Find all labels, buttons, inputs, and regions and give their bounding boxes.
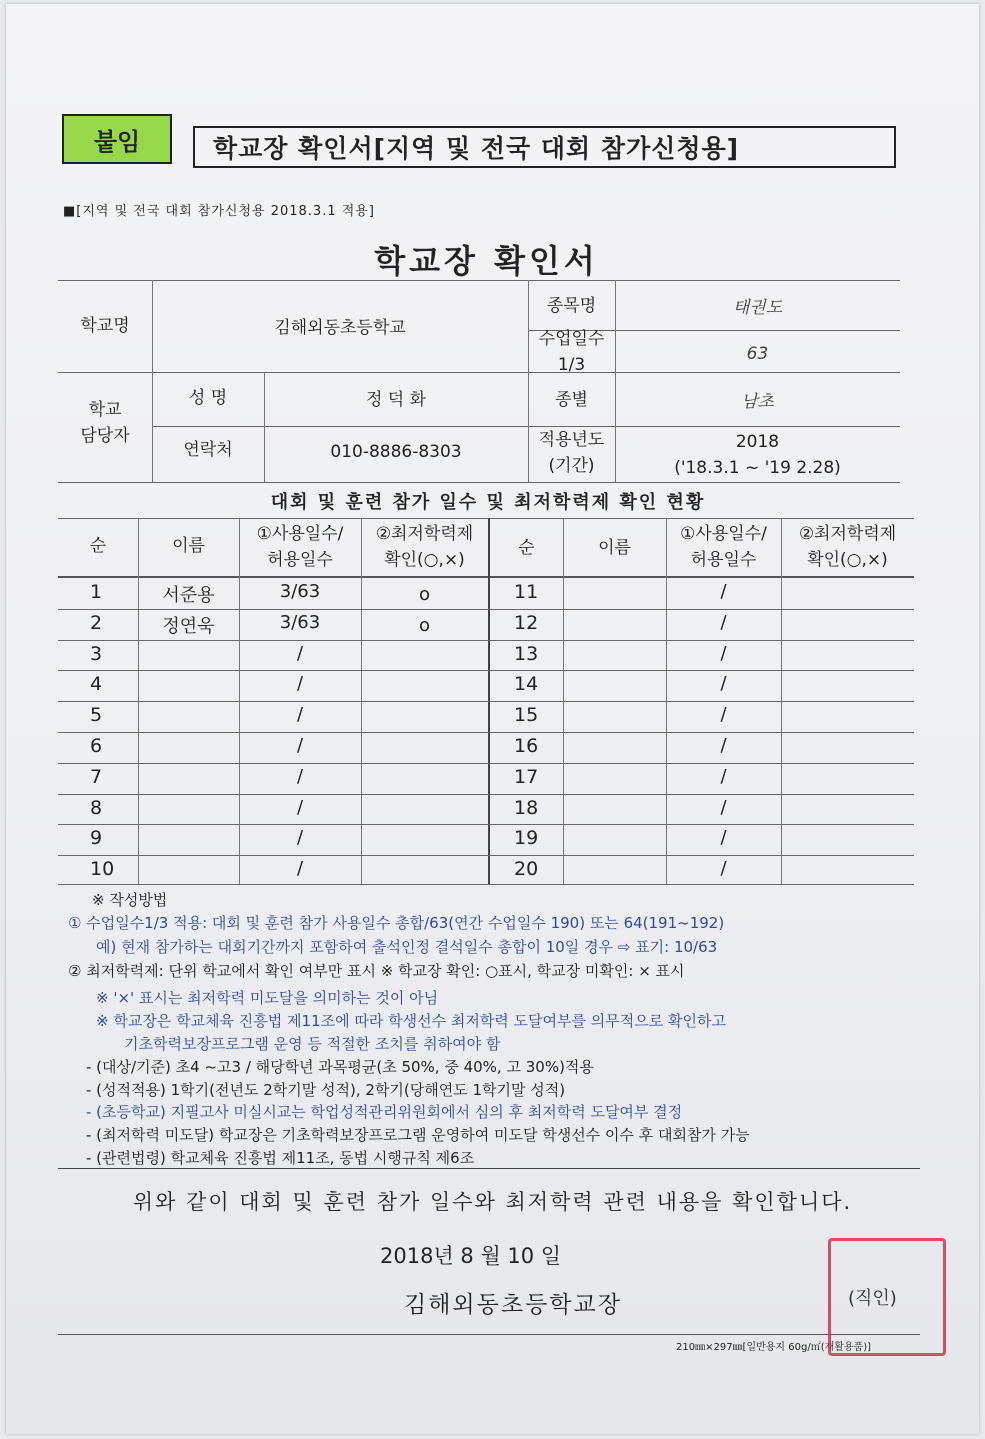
note-detail-1: - (대상/기준) 초4 ~고3 / 해당학년 과목평균(초 50%, 중 40%, 고 30%)적용 <box>86 1058 594 1076</box>
row-number: 18 <box>514 796 539 819</box>
category-value: 남초 <box>741 392 774 412</box>
days-used: / <box>720 704 727 726</box>
min-academic-check: o <box>418 584 430 605</box>
days-used: / <box>720 858 727 880</box>
days-value: 63 <box>746 344 769 364</box>
paper-spec: 210㎜×297㎜[일반용지 60g/㎡(재활용품)] <box>676 1342 872 1353</box>
note-detail-4: - (최저학력 미도달) 학교장은 기초학력보장프로그램 운영하여 미도달 학생선수 이수 후 대회참가 가능 <box>86 1126 750 1144</box>
sport-label: 종목명 <box>546 296 597 316</box>
header-days-right-line1: ①사용일수/ <box>680 524 767 544</box>
note-1a: ① 수업일수1/3 적용: 대회 및 훈련 참가 사용일수 총합/63(연간 수업일수 190) 또는 64(191~192) <box>68 914 725 932</box>
header-no: 순 <box>89 536 107 556</box>
attachment-badge: 붙임 <box>62 114 172 164</box>
year-label-line2: (기간) <box>548 456 595 476</box>
row-divider <box>58 763 914 764</box>
row-number: 11 <box>514 581 539 603</box>
note-detail-2: - (성적적용) 1학기(전년도 2학기말 성적), 2학기(당해연도 1학기말 성적) <box>86 1081 566 1099</box>
issue-date: 2018년 8 월 10 일 <box>380 1244 562 1268</box>
note-2c: ※ 학교장은 학교체육 진흥법 제11조에 따라 학생선수 최저학력 도달여부를 의무적으로 확인하고 <box>96 1012 726 1030</box>
row-divider <box>58 609 914 610</box>
days-used: / <box>296 765 304 787</box>
days-used: / <box>720 642 727 664</box>
sport-value: 태권도 <box>732 298 783 318</box>
notes-divider <box>58 1168 920 1169</box>
header-check-line2: 확인(○,×) <box>384 550 465 570</box>
row-number: 5 <box>90 704 103 727</box>
days-used: / <box>720 581 727 602</box>
row-number: 15 <box>514 704 539 727</box>
contact-value: 010-8886-8303 <box>330 442 462 462</box>
days-used: / <box>720 796 727 818</box>
row-number: 14 <box>514 673 539 696</box>
document-title: 학교장 확인서 <box>374 242 599 280</box>
days-used: / <box>720 827 727 849</box>
year-value-line1: 2018 <box>735 432 780 452</box>
note-detail-5: - (관련법령) 학교체육 진흥법 제11조, 동법 시행규칙 제6조 <box>86 1149 475 1167</box>
days-used: / <box>720 765 727 787</box>
manager-label-line1: 학교 <box>88 400 122 420</box>
header-days-line1: ①사용일수/ <box>256 524 344 544</box>
days-used: / <box>296 735 304 756</box>
confirmation-statement: 위와 같이 대회 및 훈련 참가 일수와 최저학력 관련 내용을 확인합니다. <box>132 1190 853 1214</box>
days-used: / <box>296 673 304 695</box>
header-name-right: 이름 <box>598 538 631 558</box>
row-divider <box>58 732 914 733</box>
row-number: 4 <box>90 673 103 696</box>
days-used: / <box>296 704 304 726</box>
row-number: 2 <box>90 611 103 634</box>
row-divider <box>58 640 914 641</box>
header-check-line1: ②최저학력제 <box>375 524 474 544</box>
form-subtitle: ■[지역 및 전국 대회 참가신청용 2018.3.1 적용] <box>63 204 375 219</box>
note-2d: 기초학력보장프로그램 운영 등 적절한 조치를 취하여야 함 <box>124 1035 501 1053</box>
manager-name-value: 정 덕 화 <box>365 390 427 410</box>
row-number: 10 <box>90 858 115 881</box>
note-detail-3: - (초등학교) 지필고사 미실시교는 학업성적관리위원회에서 심의 후 최저학력 도달여부 결정 <box>86 1103 683 1121</box>
row-number: 1 <box>90 581 103 603</box>
days-used: 3/63 <box>279 581 321 602</box>
signer-name: 김해외동초등학교장 <box>404 1292 622 1318</box>
row-number: 3 <box>90 642 103 665</box>
days-label-line2: 1/3 <box>557 355 586 375</box>
note-2b: ※ '×' 표시는 최저학력 미도달을 의미하는 것이 아님 <box>96 989 439 1007</box>
days-used: / <box>720 735 727 756</box>
days-label-line1: 수업일수 <box>538 329 605 349</box>
days-used: / <box>296 858 304 880</box>
contact-label: 연락처 <box>183 440 233 460</box>
row-number: 9 <box>90 827 103 850</box>
days-used: / <box>720 611 727 633</box>
header-name: 이름 <box>172 536 205 556</box>
row-divider <box>58 670 914 671</box>
row-number: 20 <box>514 858 539 881</box>
row-number: 19 <box>514 827 539 850</box>
row-divider <box>58 855 914 856</box>
note-1b: 예) 현재 참가하는 대회기간까지 포함하여 출석인정 결석일수 총합이 10일 경우 ⇨ 표기: 10/63 <box>96 938 718 956</box>
row-number: 6 <box>90 735 103 757</box>
header-days-right-line2: 허용일수 <box>690 550 757 570</box>
form-title: 학교장 확인서[지역 및 전국 대회 참가신청용] <box>193 126 896 168</box>
days-used: 3/63 <box>279 611 321 633</box>
row-number: 7 <box>90 765 103 788</box>
row-number: 8 <box>90 796 103 819</box>
school-name-label: 학교명 <box>80 316 130 336</box>
days-used: / <box>296 642 304 664</box>
footer-divider <box>58 1334 920 1335</box>
days-used: / <box>296 796 304 818</box>
athlete-name: 서준용 <box>162 585 215 606</box>
year-label-line1: 적용년도 <box>538 430 605 450</box>
row-number: 12 <box>514 611 539 634</box>
header-check-right-line2: 확인(○,×) <box>807 550 888 570</box>
min-academic-check: o <box>418 614 430 636</box>
manager-label-line2: 담당자 <box>80 426 130 446</box>
year-value-line2: ('18.3.1 ~ '19 2.28) <box>674 458 841 478</box>
row-number: 17 <box>514 765 539 788</box>
row-divider <box>58 824 914 825</box>
note-2a: ② 최저학력제: 단위 학교에서 확인 여부만 표시 ※ 학교장 확인: ○표시, 학교장 미확인: × 표시 <box>68 962 685 980</box>
category-label: 종별 <box>555 390 588 410</box>
header-check-right-line1: ②최저학력제 <box>798 524 897 544</box>
athlete-name: 정연욱 <box>162 615 215 637</box>
row-divider <box>58 701 914 702</box>
manager-name-label: 성 명 <box>188 388 228 408</box>
days-used: / <box>296 827 304 849</box>
school-name-value: 김해외동초등학교 <box>274 318 406 338</box>
row-divider <box>58 794 914 795</box>
header-no-right: 순 <box>518 538 535 558</box>
days-used: / <box>720 673 727 695</box>
status-section-title: 대회 및 훈련 참가 일수 및 최저학력제 확인 현황 <box>270 492 706 513</box>
seal-label: (직인) <box>848 1288 897 1309</box>
notes-heading: ※ 작성방법 <box>92 891 168 909</box>
header-days-line2: 허용일수 <box>267 550 333 570</box>
row-number: 13 <box>514 642 539 665</box>
row-number: 16 <box>514 735 539 757</box>
